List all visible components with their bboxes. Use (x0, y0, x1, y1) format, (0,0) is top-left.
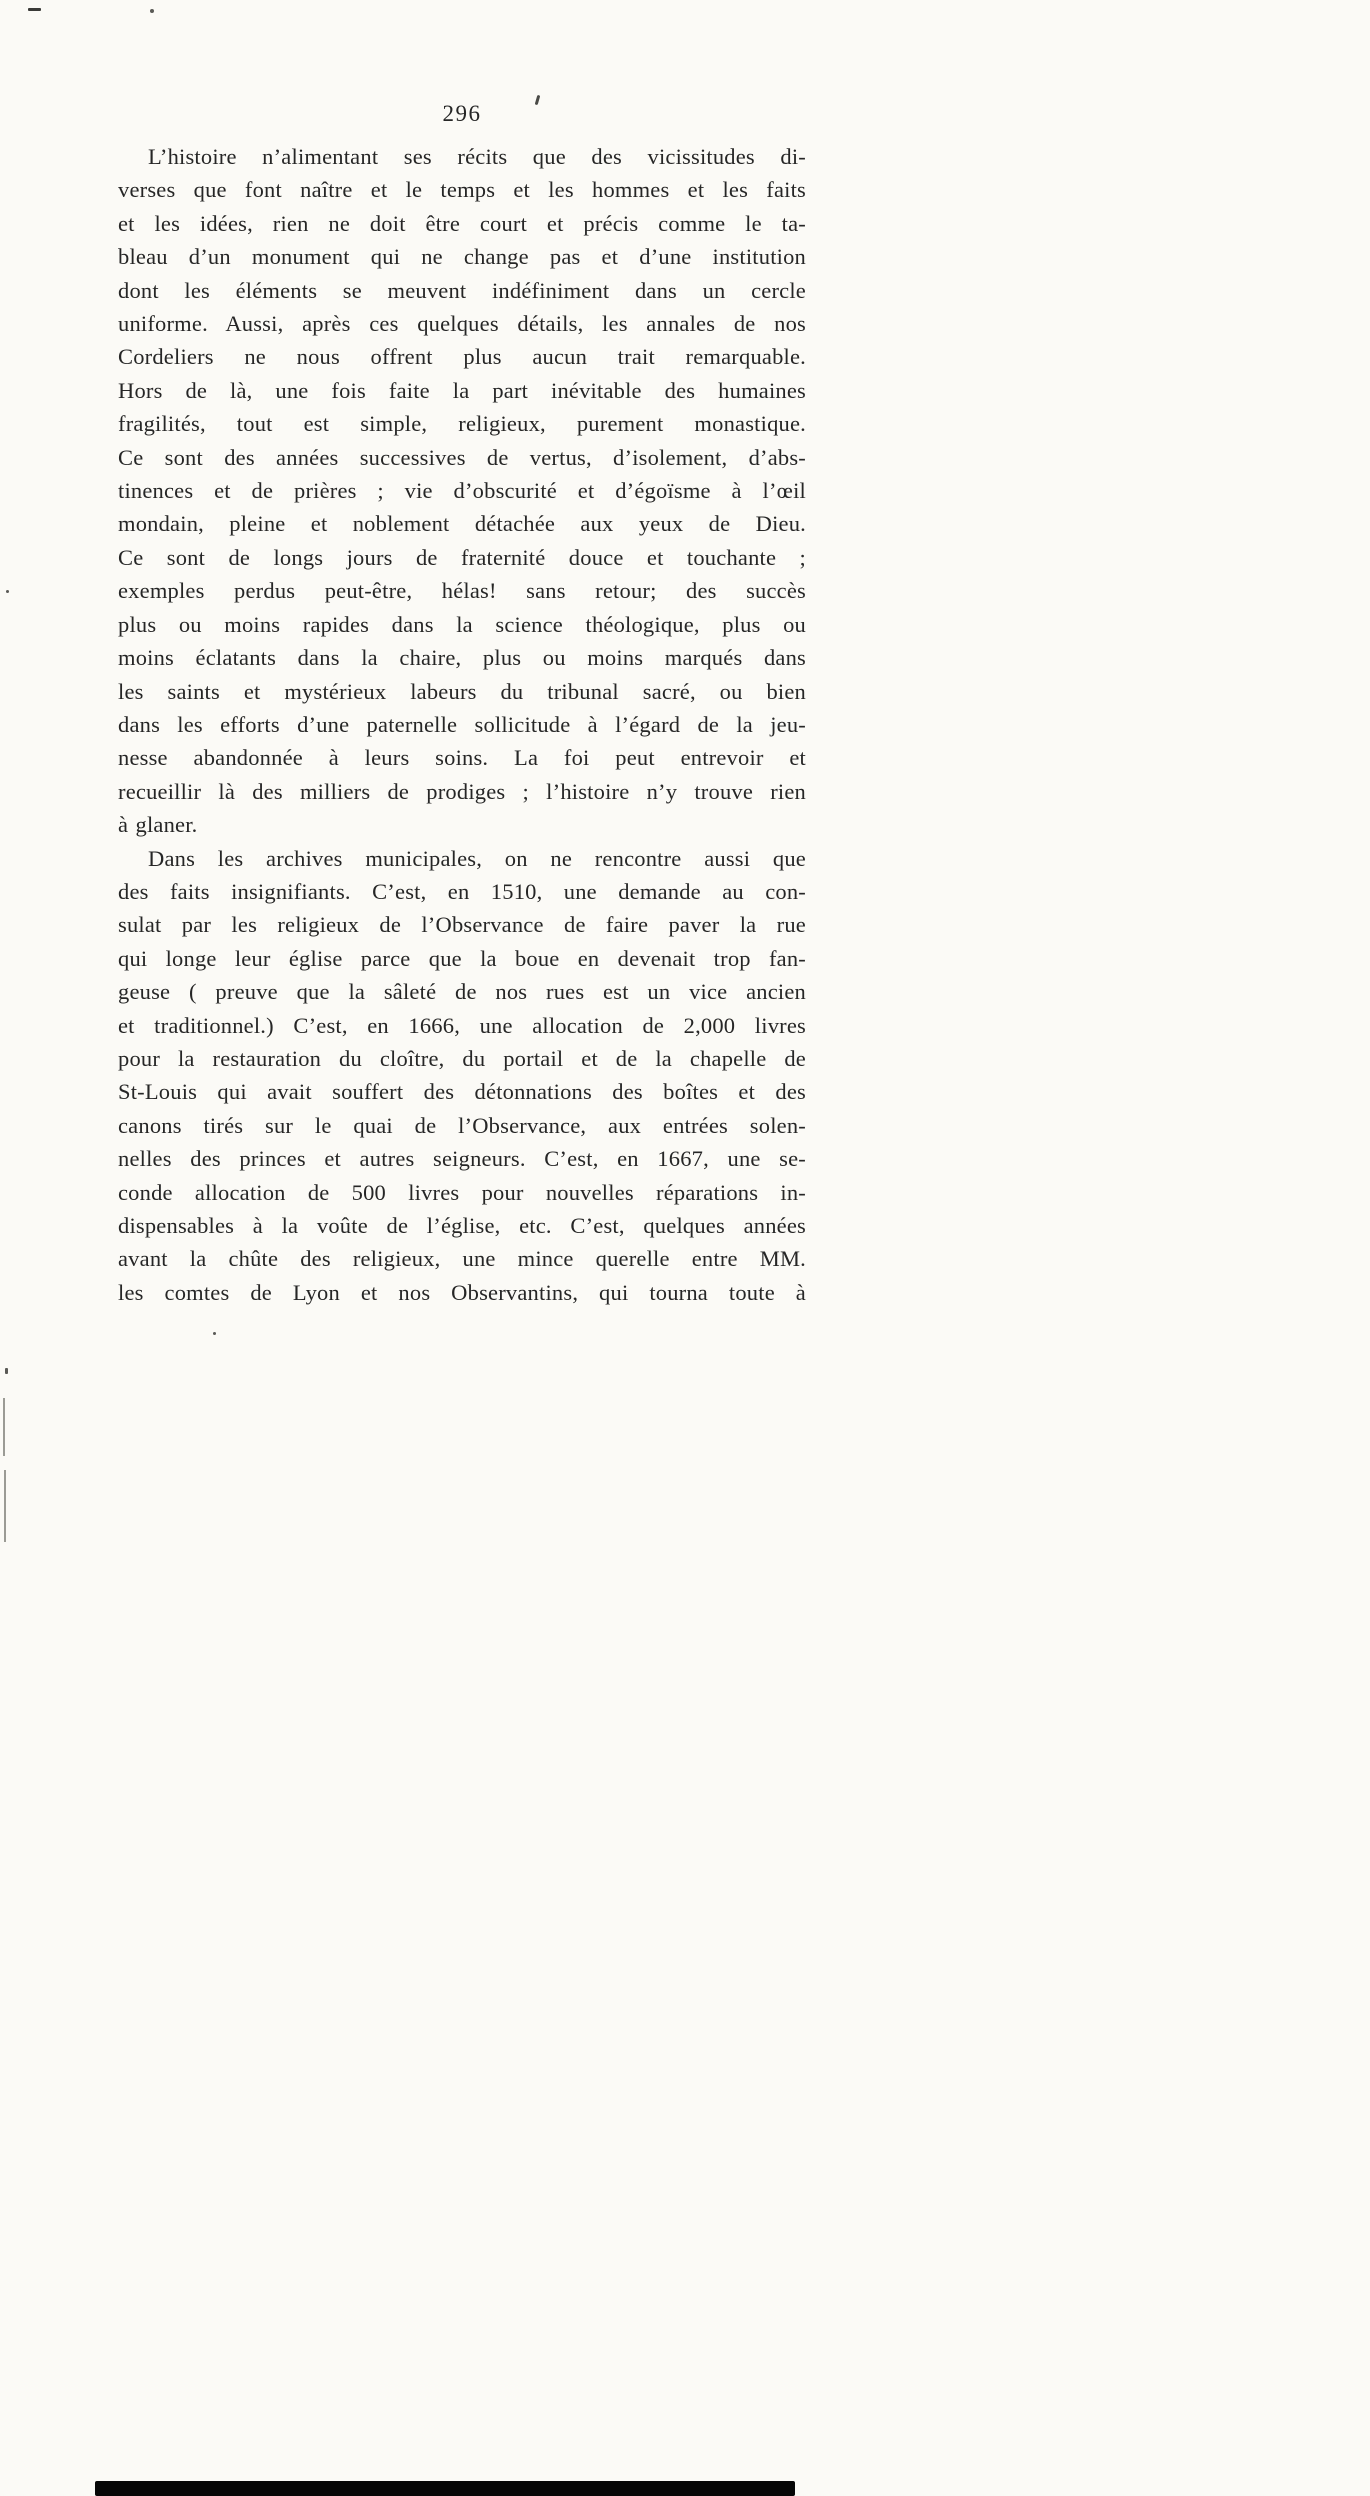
text-line: Ce sont de longs jours de fraternité douce et touchante ; (118, 544, 806, 570)
scan-mark-dot (150, 9, 154, 13)
text-line: nelles des princes et autres seigneurs. C’est, en 1667, une se- (118, 1146, 806, 1172)
scan-mark-dot (213, 1332, 216, 1335)
text-line: les saints et mystérieux labeurs du tribunal sacré, ou bien (118, 678, 806, 704)
text-line: L’histoire n’alimentant ses récits que des vicissitudes di- (148, 144, 806, 169)
text-line: qui longe leur église parce que la boue en devenait trop fan- (118, 945, 806, 971)
text-block (118, 140, 806, 1309)
text-line: moins éclatants dans la chaire, plus ou moins marqués dans (118, 645, 806, 671)
text-line: sulat par les religieux de l’Observance de faire paver la rue (118, 912, 806, 938)
text-line: dans les efforts d’une paternelle sollicitude à l’égard de la jeu- (118, 711, 806, 737)
text-line: dont les éléments se meuvent indéfiniment dans un cercle (118, 277, 806, 303)
text-line: conde allocation de 500 livres pour nouvelles réparations in- (118, 1179, 806, 1205)
text-line: pour la restauration du cloître, du portail et de la chapelle de (118, 1045, 806, 1071)
text-line: exemples perdus peut-être, hélas! sans retour; des succès (118, 578, 806, 604)
text-line: canons tirés sur le quai de l’Observance, aux entrées solen- (118, 1112, 806, 1138)
text-line: recueillir là des milliers de prodiges ; l’histoire n’y trouve rien (118, 778, 806, 804)
text-line: fragilités, tout est simple, religieux, purement monastique. (118, 411, 806, 437)
text-line: et traditionnel.) C’est, en 1666, une allocation de 2,000 livres (118, 1012, 806, 1038)
text-line: Hors de là, une fois faite la part inévitable des humaines (118, 377, 806, 403)
text-line: mondain, pleine et noblement détachée aux yeux de Dieu. (118, 511, 806, 537)
text-line: St-Louis qui avait souffert des détonnations des boîtes et des (118, 1079, 806, 1105)
scan-mark-line (4, 1470, 6, 1542)
scan-mark-dash (28, 8, 41, 11)
text-line: à glaner. (118, 812, 198, 838)
text-line: plus ou moins rapides dans la science théologique, plus ou (118, 611, 806, 637)
text-line: nesse abandonnée à leurs soins. La foi peut entrevoir et (118, 745, 806, 771)
text-line: et les idées, rien ne doit être court et précis comme le ta- (118, 210, 806, 236)
text-line: dispensables à la voûte de l’église, etc. C’est, quelques années (118, 1213, 806, 1238)
text-line: geuse ( preuve que la sâleté de nos rues est un vice ancien (118, 979, 806, 1005)
page-number: 296 (442, 101, 482, 126)
text-line: uniforme. Aussi, après ces quelques détails, les annales de nos (118, 311, 806, 337)
scan-mark-line (3, 1398, 5, 1456)
text-line: Cordeliers ne nous offrent plus aucun trait remarquable. (118, 344, 806, 370)
text-line: Dans les archives municipales, on ne rencontre aussi que (148, 845, 806, 871)
text-line: verses que font naître et le temps et les hommes et les faits (118, 177, 806, 203)
scan-edge-bar (95, 2481, 795, 2496)
text-line: Ce sont des années successives de vertus, d’isolement, d’abs- (118, 444, 806, 470)
text-line: avant la chûte des religieux, une mince querelle entre MM. (118, 1246, 806, 1272)
text-line: des faits insignifiants. C’est, en 1510, une demande au con- (118, 878, 806, 904)
text-line: les comtes de Lyon et nos Observantins, qui tourna toute à (118, 1279, 806, 1305)
text-line: bleau d’un monument qui ne change pas et d’une institution (118, 244, 806, 270)
scan-mark-dot (6, 590, 9, 593)
text-line: tinences et de prières ; vie d’obscurité et d’égoïsme à l’œil (118, 478, 806, 504)
scan-mark-dot (5, 1368, 8, 1374)
